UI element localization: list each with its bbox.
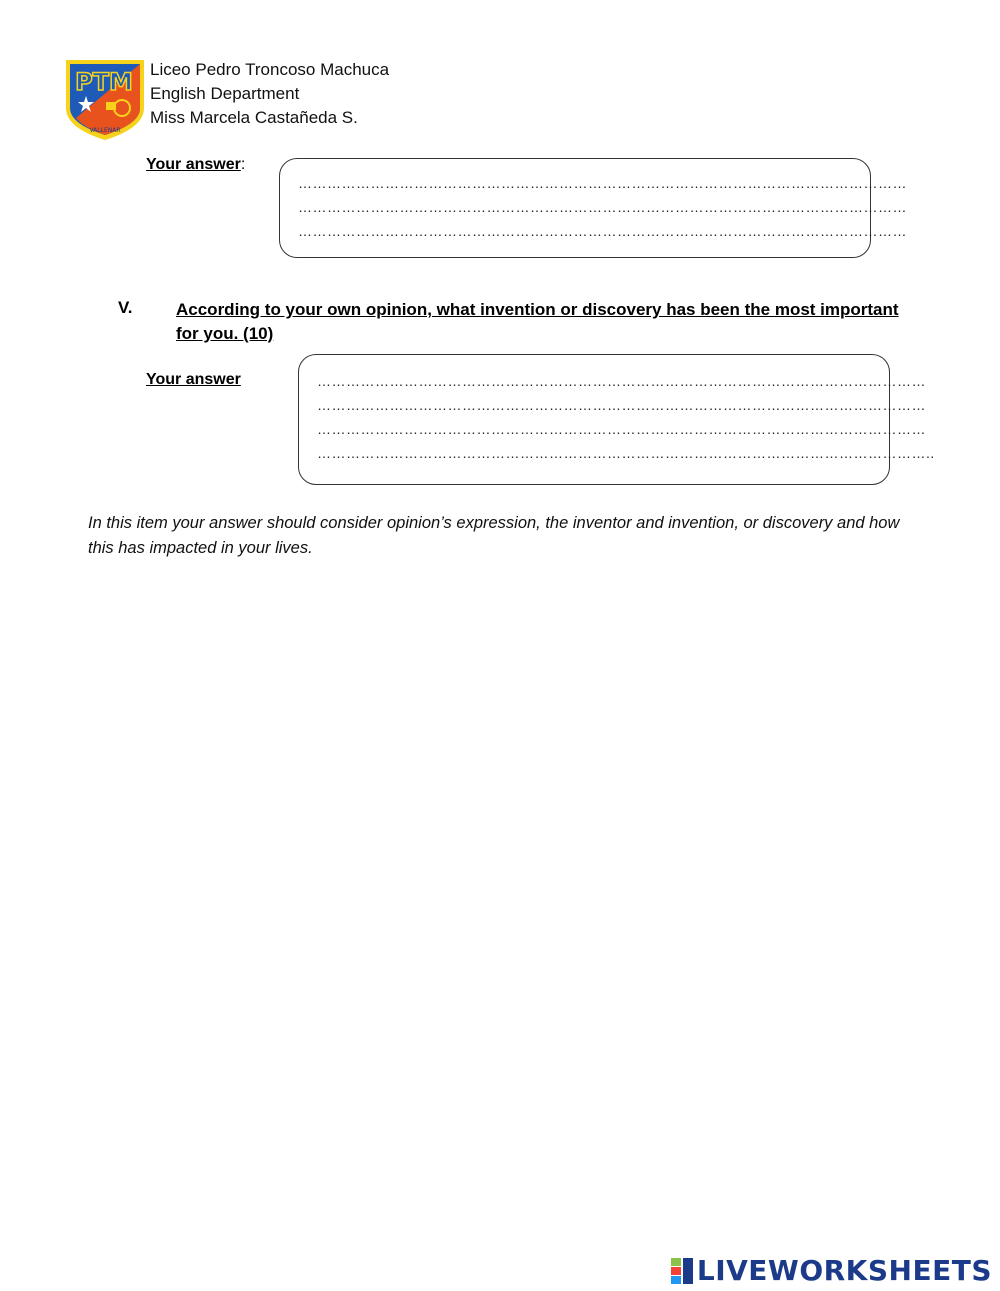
answer-line: ……………………………………………………………………………………………………………… (298, 199, 907, 215)
answer-line: ……………………………………………………………………………………………………………… (317, 397, 926, 413)
answer-line: ……………………………………………………………………………………………………………… (298, 223, 907, 239)
brand-text: LIVEWORKSHEETS (696, 1254, 992, 1287)
question-number: V. (118, 298, 133, 317)
school-header (150, 58, 389, 130)
logo-subtext: VALLENAR (89, 127, 121, 134)
logo-letters: PTM (75, 68, 133, 96)
school-logo (64, 58, 146, 142)
instruction-note: In this item your answer should consider opinion’s expression, the inventor and invention, or discovery and how this has impacted in your lives. (88, 514, 900, 557)
answer-box-1[interactable] (279, 158, 907, 258)
answer-label-2: Your answer (146, 371, 241, 388)
liveworksheets-icon (671, 1258, 693, 1284)
question-text: According to your own opinion, what invention or discovery has been the most important for you. (10) (176, 300, 899, 343)
teacher-name: Miss Marcela Castañeda S. (150, 108, 358, 127)
answer-label-1: Your answer: (146, 156, 246, 173)
answer-line: ……………………………………………………………………………………………………………… (298, 175, 907, 191)
department-name: English Department (150, 84, 300, 103)
answer-box-2[interactable] (298, 354, 935, 485)
answer-line: ……………………………………………………………………………………………………………….. (317, 445, 935, 461)
school-name: Liceo Pedro Troncoso Machuca (150, 60, 390, 79)
answer-line: ……………………………………………………………………………………………………………… (317, 421, 926, 437)
liveworksheets-brand[interactable] (671, 1254, 992, 1287)
answer-line: ……………………………………………………………………………………………………………… (317, 373, 926, 389)
